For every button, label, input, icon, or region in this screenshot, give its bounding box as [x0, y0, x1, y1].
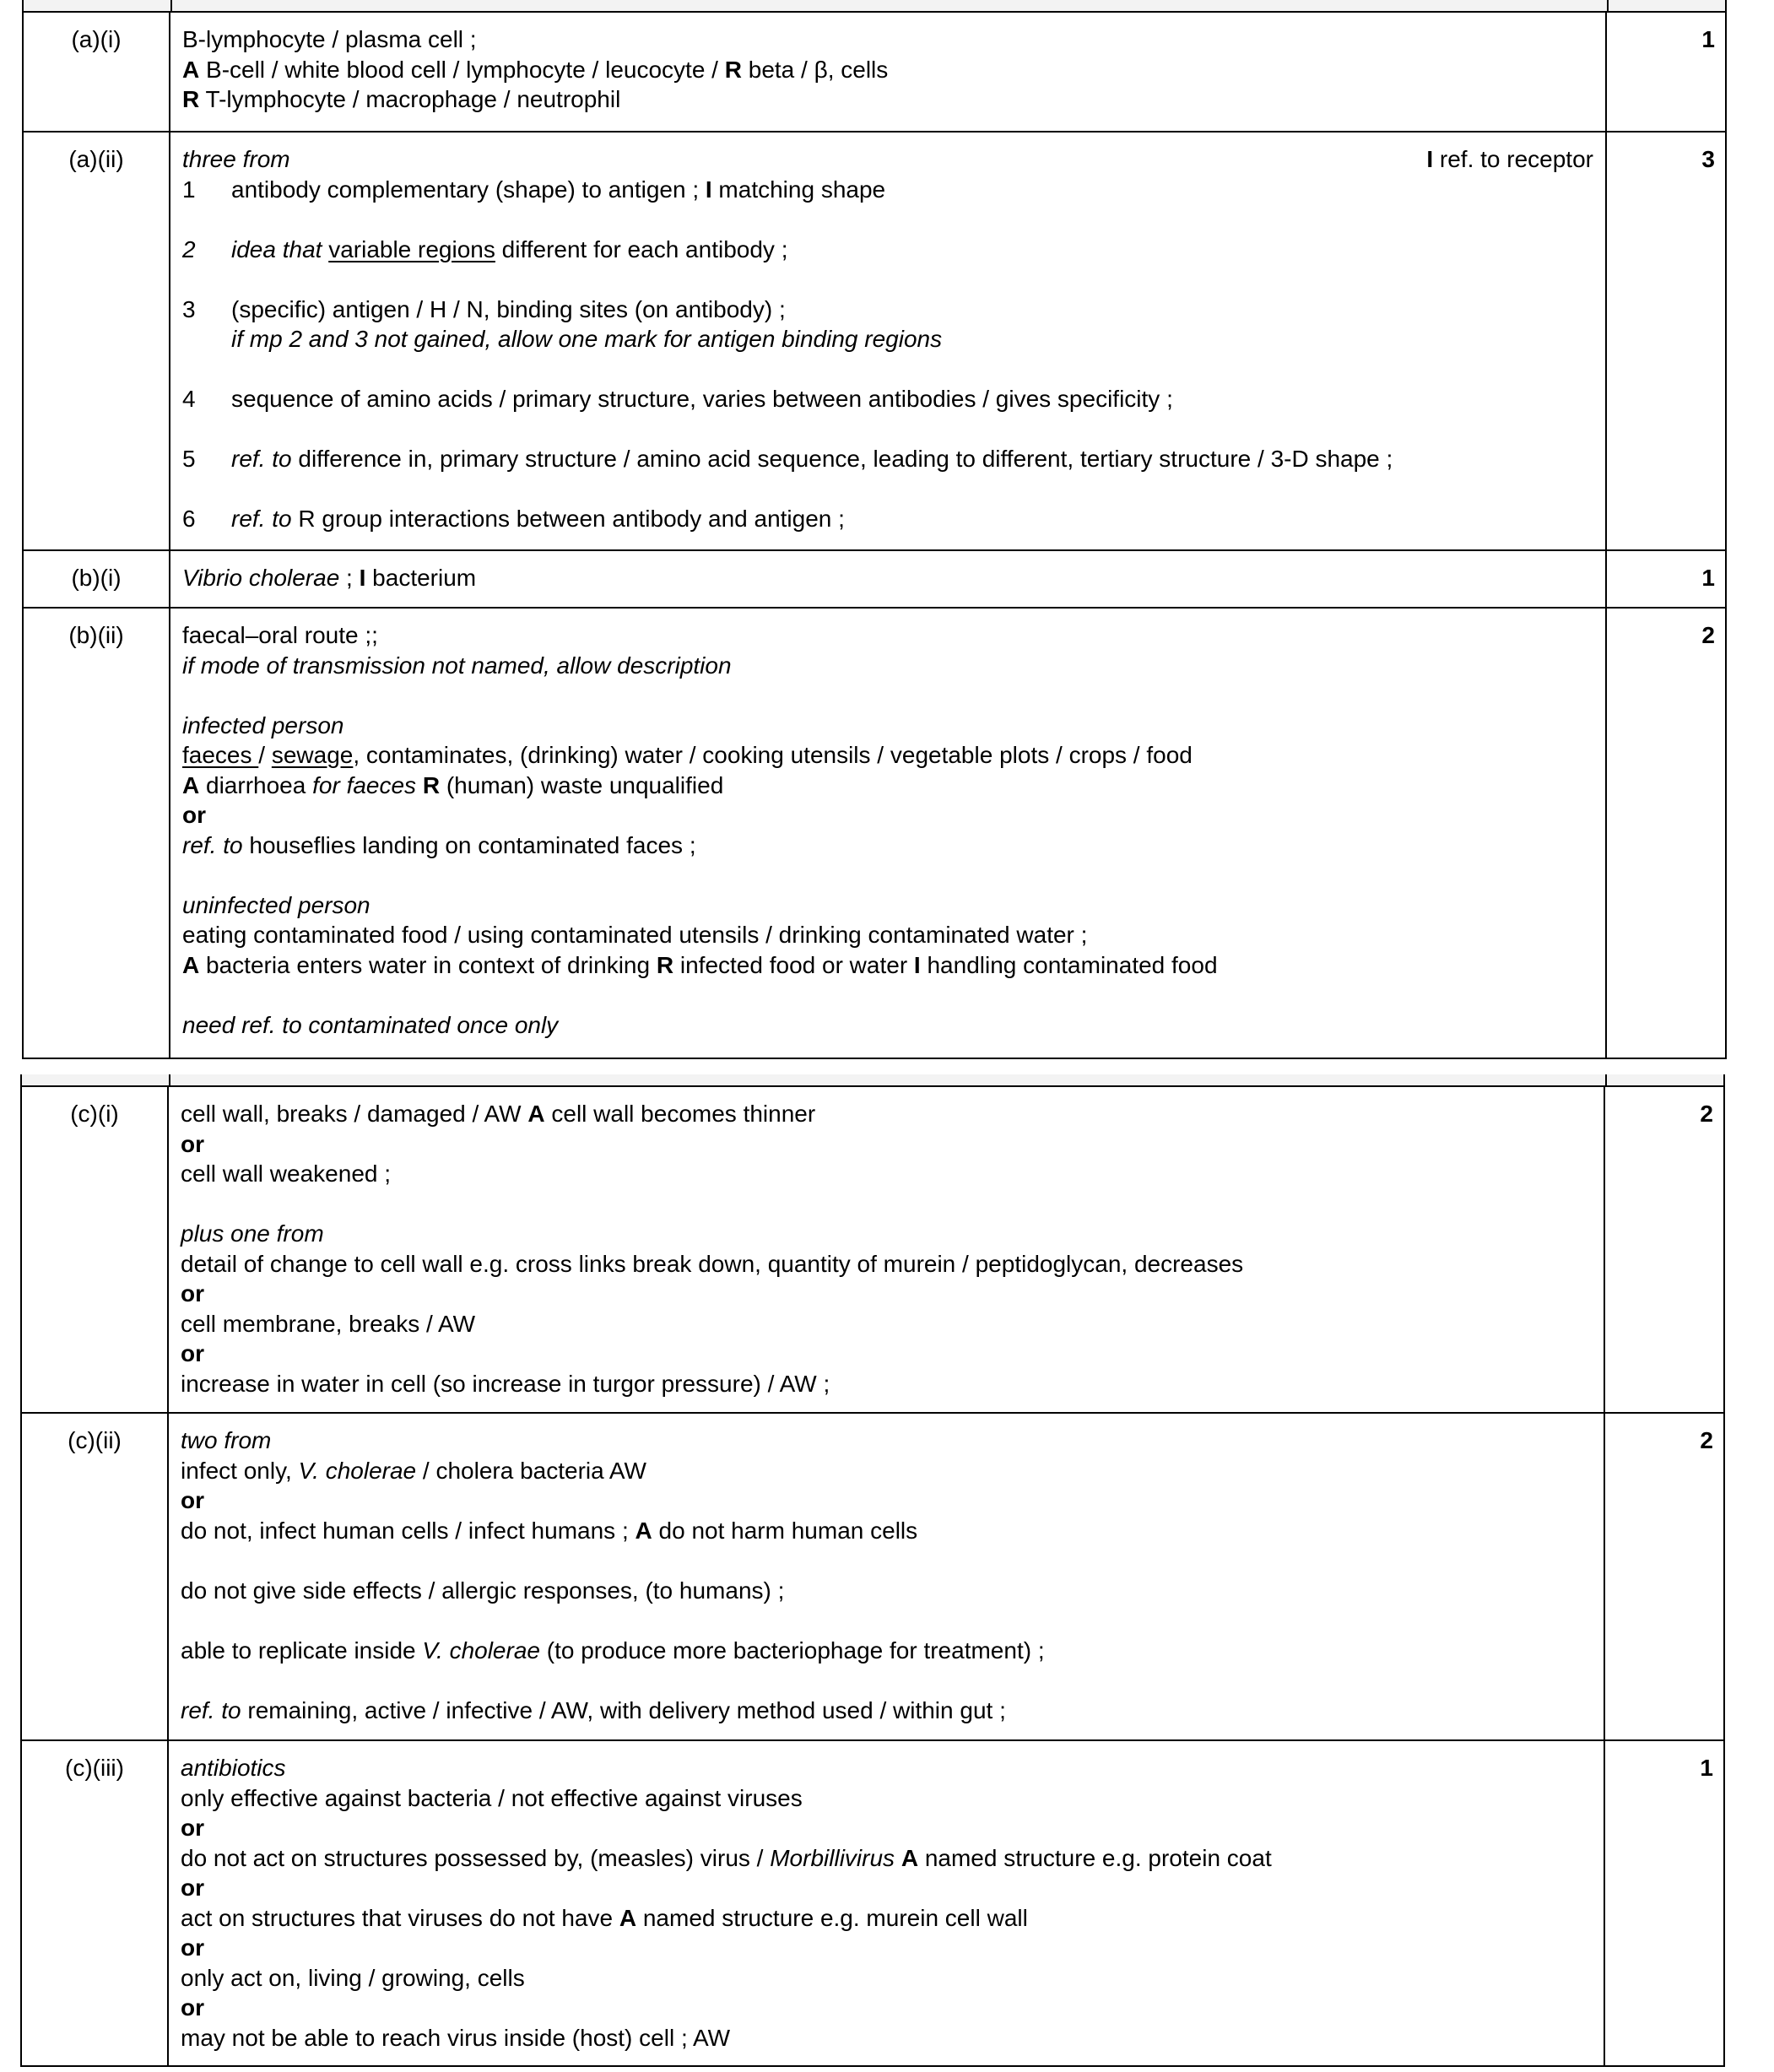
question-number: (c)(ii): [22, 1414, 169, 1739]
marks-value: 2: [1700, 1101, 1713, 1127]
answer-line: R T-lymphocyte / macrophage / neutrophil: [182, 86, 621, 112]
answer-line: faecal–oral route ;;: [182, 622, 378, 648]
table-top-stub: [20, 1074, 1725, 1086]
or-connector: or: [181, 1815, 204, 1841]
question-number: (c)(i): [22, 1087, 169, 1412]
answer-cell: [169, 1414, 1605, 1739]
answer-line: eating contaminated food / using contaminated utensils / drinking contaminated water ;: [182, 922, 1088, 948]
table-row: [22, 1739, 1723, 2065]
answer-note: need ref. to contaminated once only: [182, 1011, 559, 1038]
answer-line: A bacteria enters water in context of drinking R infected food or water I handling contaminated food: [182, 951, 1218, 978]
answer-line: do not act on structures possessed by, (measles) virus / Morbillivirus A named structure e.g. protein coat: [181, 1844, 1272, 1871]
or-connector: or: [181, 1934, 204, 1961]
answer-line: infect only, V. cholerae / cholera bacteria AW: [181, 1457, 646, 1484]
answer-line: Vibrio cholerae ; I bacterium: [182, 565, 477, 591]
marking-point: 5 ref. to difference in, primary structure / amino acid sequence, leading to different, tertiary structure / 3-D shape ;: [182, 446, 1393, 472]
answer-line: detail of change to cell wall e.g. cross links break down, quantity of murein / peptidoglycan, decreases: [181, 1250, 1244, 1277]
answer-line: A diarrhoea for faeces R (human) waste unqualified: [182, 771, 724, 798]
answer-header: three from: [182, 146, 290, 172]
answer-line: may not be able to reach virus inside (host) cell ; AW: [181, 2024, 731, 2051]
question-number: (c)(iii): [22, 1741, 169, 2065]
mark-scheme-table-1: [22, 11, 1727, 1059]
answer-line: cell wall weakened ;: [181, 1160, 392, 1187]
marks-value: 2: [1701, 622, 1715, 648]
marking-point: 1 antibody complementary (shape) to antigen ; I matching shape: [182, 176, 886, 203]
marking-point: 4 sequence of amino acids / primary structure, varies between antibodies / gives specificity ;: [182, 386, 1173, 412]
or-connector: or: [181, 1130, 204, 1157]
marking-point: 3 (specific) antigen / H / N, binding sites (on antibody) ;: [182, 295, 786, 322]
answer-cell: [170, 13, 1607, 131]
marking-point: 2 idea that variable regions different for each antibody ;: [182, 235, 788, 262]
answer-cell: [170, 609, 1607, 1058]
mark-scheme-table-2: [20, 1085, 1725, 2067]
table-row: [22, 1085, 1723, 1412]
question-number: (b)(i): [24, 551, 170, 607]
question-number: (a)(ii): [24, 133, 170, 549]
answer-subheading: infected person: [182, 711, 344, 738]
answer-line: act on structures that viruses do not have A named structure e.g. murein cell wall: [181, 1904, 1028, 1931]
answer-line: able to replicate inside V. cholerae (to produce more bacteriophage for treatment) ;: [181, 1637, 1045, 1664]
answer-subheading: two from: [181, 1427, 272, 1453]
marks-value: 1: [1701, 26, 1715, 52]
marks-value: 1: [1701, 565, 1715, 591]
answer-line: do not, infect human cells / infect humans ; A do not harm human cells: [181, 1517, 918, 1544]
marks-value: 3: [1701, 146, 1715, 172]
answer-line: only act on, living / growing, cells: [181, 1964, 525, 1991]
or-connector: or: [181, 1994, 204, 2021]
or-connector: or: [181, 1487, 204, 1513]
table-row: [22, 1412, 1723, 1739]
answer-line: A B-cell / white blood cell / lymphocyte / leucocyte / R beta / β, cells: [182, 56, 889, 83]
question-number: (b)(ii): [24, 609, 170, 1058]
marking-point: 6 ref. to R group interactions between antibody and antigen ;: [182, 506, 845, 532]
answer-subheading: uninfected person: [182, 891, 370, 918]
answer-line: do not give side effects / allergic responses, (to humans) ;: [181, 1577, 785, 1604]
table-row: [24, 549, 1725, 607]
marks-value: 1: [1700, 1755, 1713, 1781]
answer-line: faeces / sewage, contaminates, (drinking) water / cooking utensils / vegetable plots / crops / food: [182, 742, 1193, 768]
table-row: [24, 607, 1725, 1058]
or-connector: or: [181, 1875, 204, 1901]
answer-cell: [169, 1087, 1605, 1412]
answer-line: if mode of transmission not named, allow description: [182, 652, 732, 679]
answer-line: cell membrane, breaks / AW: [181, 1310, 476, 1337]
table-row: [24, 11, 1725, 131]
answer-subheading: plus one from: [181, 1220, 324, 1247]
answer-cell: [170, 551, 1607, 607]
answer-line: cell wall, breaks / damaged / AW A cell wall becomes thinner: [181, 1101, 816, 1127]
answer-cell: [170, 133, 1607, 549]
table-row: [24, 131, 1725, 549]
question-number: (a)(i): [24, 13, 170, 131]
marking-point-note: if mp 2 and 3 not gained, allow one mark for antigen binding regions: [231, 326, 943, 352]
answer-line: increase in water in cell (so increase in turgor pressure) / AW ;: [181, 1370, 830, 1397]
or-connector: or: [181, 1340, 204, 1366]
answer-line: ref. to houseflies landing on contaminated faces ;: [182, 831, 696, 858]
answer-line: ref. to remaining, active / infective / AW, with delivery method used / within gut ;: [181, 1696, 1006, 1723]
answer-cell: [169, 1741, 1605, 2065]
or-connector: or: [182, 802, 206, 828]
marks-value: 2: [1700, 1427, 1713, 1453]
table-top-stub: [22, 0, 1727, 12]
answer-subheading: antibiotics: [181, 1755, 286, 1781]
or-connector: or: [181, 1280, 204, 1306]
answer-line: only effective against bacteria / not effective against viruses: [181, 1784, 803, 1811]
ignore-note: I ref. to receptor: [1426, 146, 1593, 172]
answer-line: B-lymphocyte / plasma cell ;: [182, 26, 477, 52]
